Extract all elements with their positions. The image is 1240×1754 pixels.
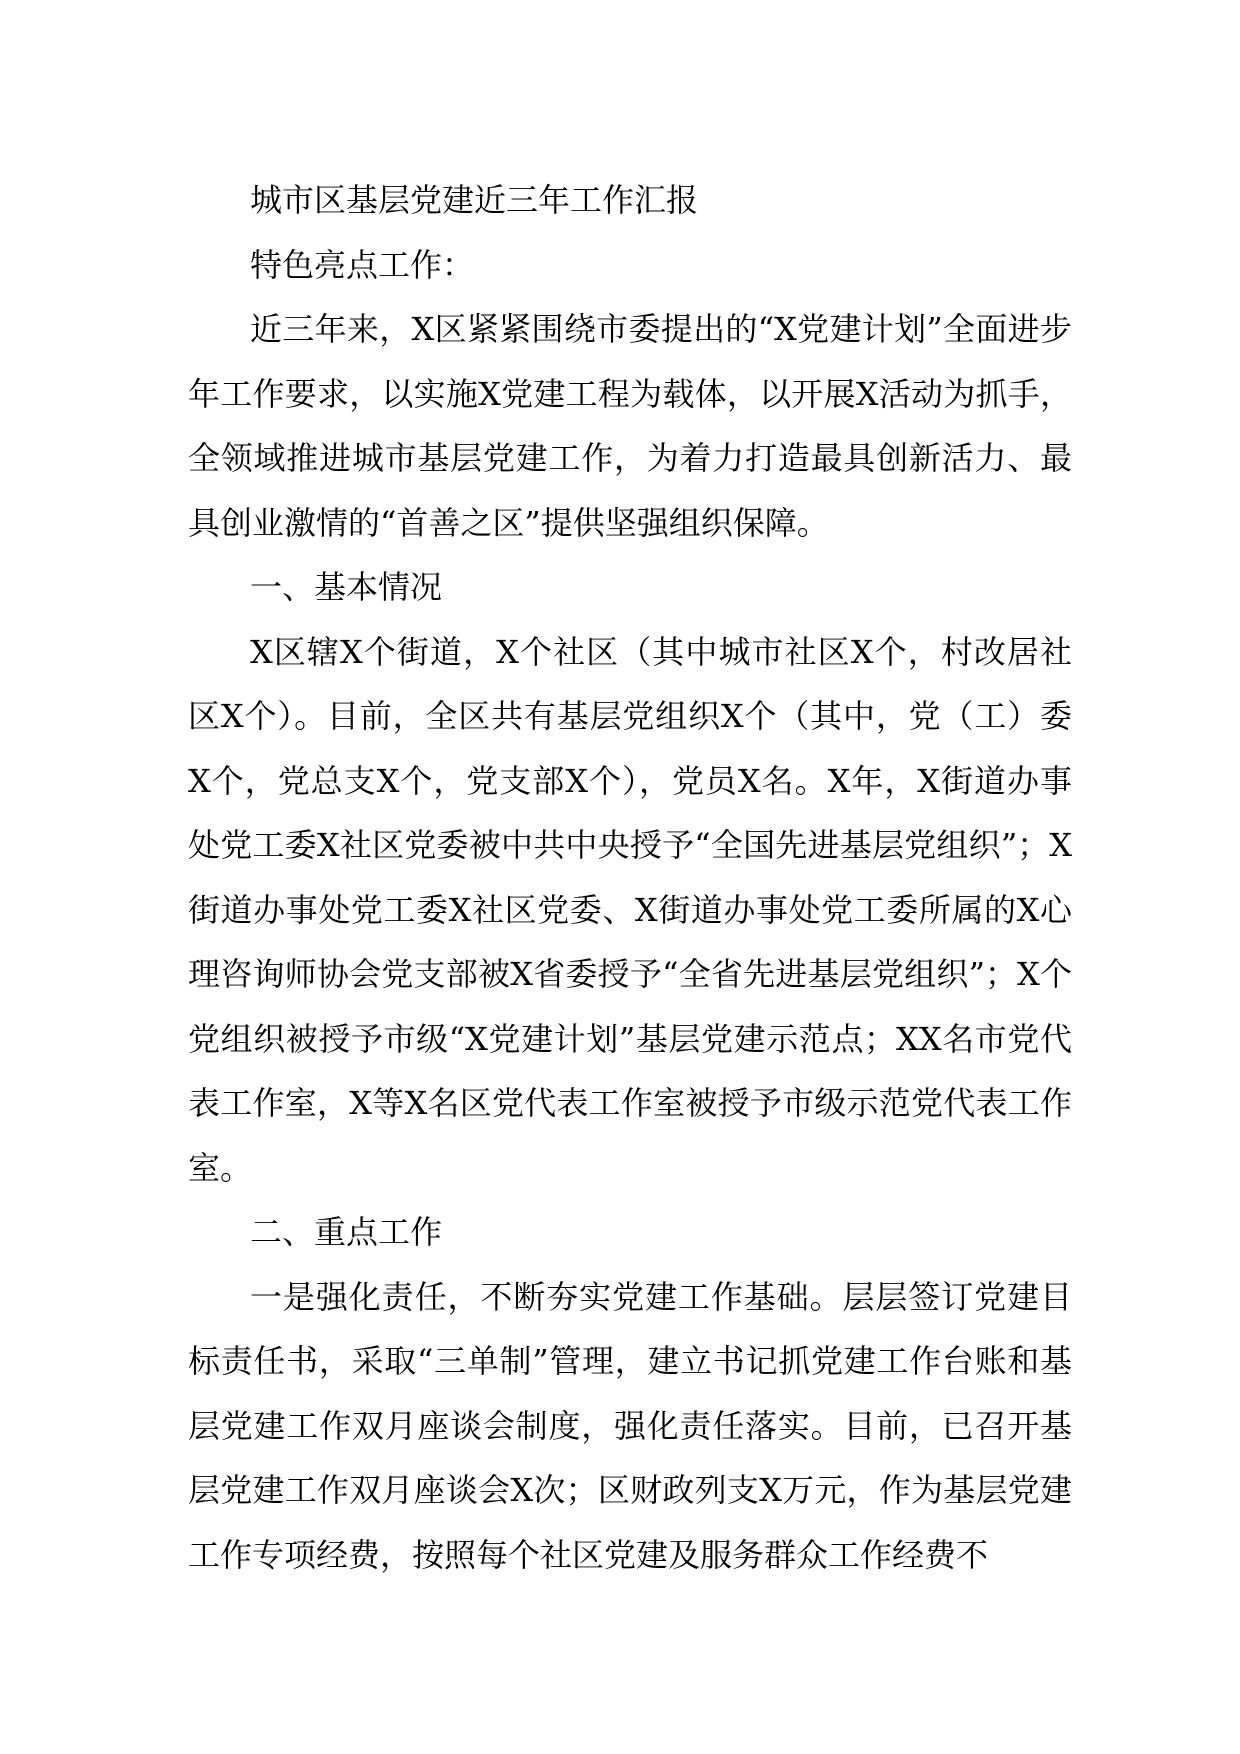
section-heading-key-work: 二、重点工作 xyxy=(250,1213,443,1251)
section-heading-basic-situation: 一、基本情况 xyxy=(250,568,443,606)
document-body xyxy=(188,168,1072,1587)
key-work-paragraph: 一是强化责任，不断夯实党建工作基础。层层签订党建目标责任书，采取“三单制”管理，建立书记抓党建工作台账和基层党建工作双月座谈会制度，强化责任落实。目前，已召开基层党建工作双月座谈会X次；区财政列支X万元，作为基层党建工作专项经费，按照每个社区党建及服务群众工作经费不 xyxy=(188,1277,1072,1574)
intro-paragraph: 近三年来，X区紧紧围绕市委提出的“X党建计划”全面进步年工作要求，以实施X党建工程为载体，以开展X活动为抓手，全领域推进城市基层党建工作，为着力打造最具创新活力、最具创业激情的“首善之区”提供坚强组织保障。 xyxy=(188,310,1072,542)
basic-situation-paragraph: X区辖X个街道，X个社区（其中城市社区X个，村改居社区X个）。目前，全区共有基层党组织X个（其中，党（工）委X个，党总支X个，党支部X个），党员X名。X年，X街道办事处党工委X社区党委被中共中央授予“全国先进基层党组织”；X街道办事处党工委X社区党委、X街道办事处党工委所属的X心理咨询师协会党支部被X省委授予“全省先进基层党组织”；X个党组织被授予市级“X党建计划”基层党建示范点；XX名市党代表工作室，X等X名区党代表工作室被授予市级示范党代表工作室。 xyxy=(188,632,1072,1187)
document-subtitle: 特色亮点工作： xyxy=(250,245,475,284)
document-title: 城市区基层党建近三年工作汇报 xyxy=(250,181,699,219)
